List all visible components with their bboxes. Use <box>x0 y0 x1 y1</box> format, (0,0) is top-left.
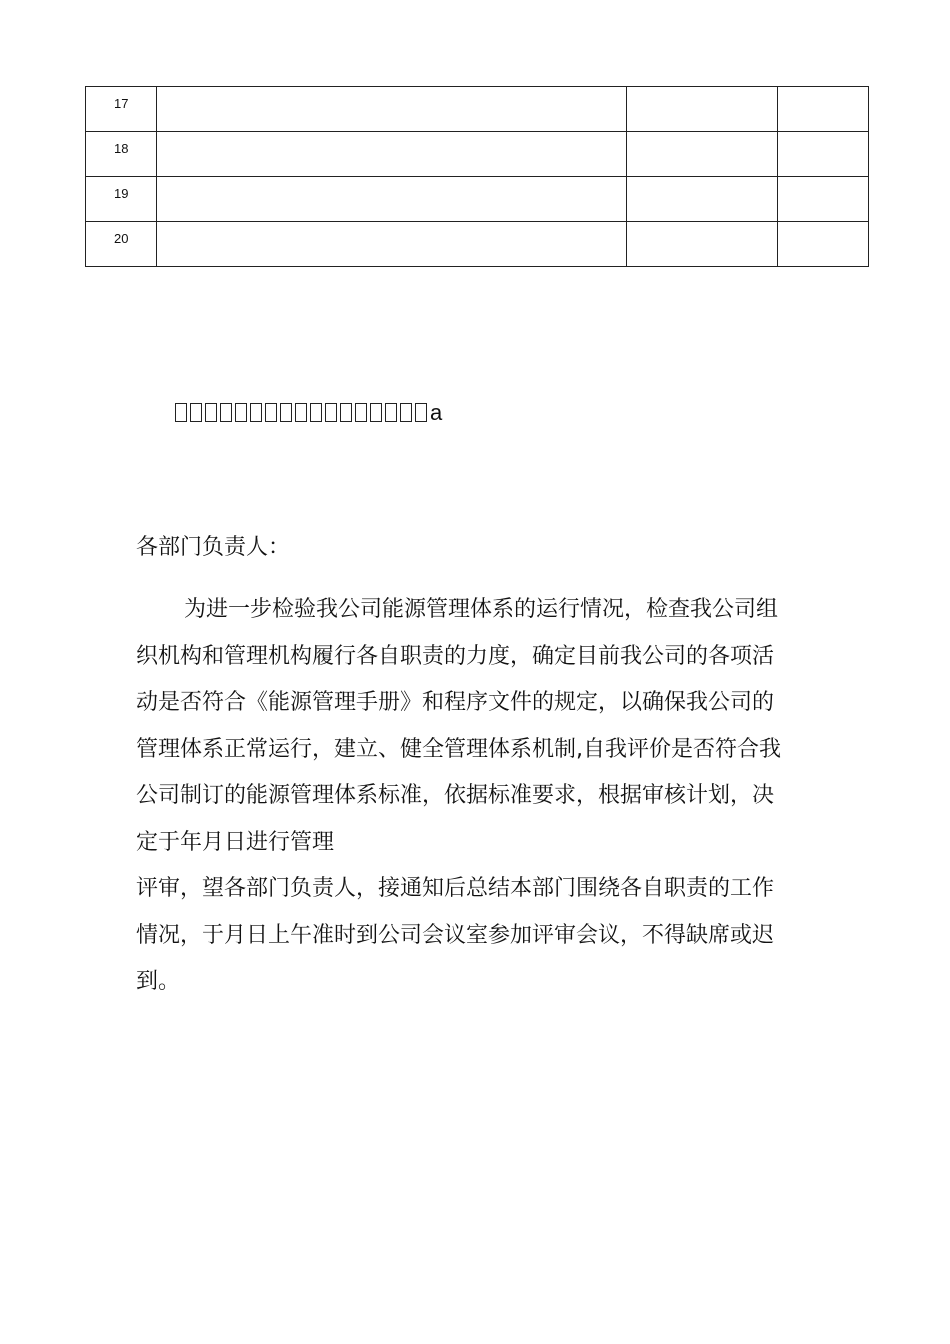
content-cell <box>157 222 627 267</box>
title-trailing-char: a <box>430 400 443 425</box>
missing-glyph-box <box>355 403 367 422</box>
row-number-cell: 18 <box>86 132 157 177</box>
missing-glyph-box <box>265 403 277 422</box>
missing-glyph-box <box>340 403 352 422</box>
form-table-container <box>85 86 868 267</box>
missing-glyph-box <box>250 403 262 422</box>
table-row <box>86 87 869 132</box>
missing-glyph-box <box>220 403 232 422</box>
notice-body-line: 定于年月日进行管理 <box>136 829 335 855</box>
missing-glyph-box <box>190 403 202 422</box>
missing-glyph-boxes <box>175 400 430 425</box>
notice-body-line: 评审，望各部门负责人，接通知后总结本部门围绕各自职责的工作 <box>136 876 775 901</box>
missing-glyph-box <box>310 403 322 422</box>
salutation: 各部门负责人： <box>136 535 291 560</box>
content-cell <box>157 87 627 132</box>
missing-glyph-box <box>325 403 337 422</box>
table-row <box>86 132 869 177</box>
garbled-title <box>175 398 442 428</box>
column-4-cell <box>778 222 869 267</box>
missing-glyph-box <box>415 403 427 422</box>
missing-glyph-box <box>235 403 247 422</box>
column-3-cell <box>627 87 778 132</box>
form-table <box>85 86 869 267</box>
missing-glyph-box <box>205 403 217 422</box>
notice-body <box>136 594 866 1013</box>
column-4-cell <box>778 87 869 132</box>
content-cell <box>157 132 627 177</box>
notice-body-line: 到。 <box>136 969 181 994</box>
row-number-cell: 17 <box>86 87 157 132</box>
column-3-cell <box>627 222 778 267</box>
content-cell <box>157 177 627 222</box>
column-3-cell <box>627 177 778 222</box>
notice-body-line: 为进一步检验我公司能源管理体系的运行情况，检查我公司组 <box>184 597 779 622</box>
missing-glyph-box <box>280 403 292 422</box>
missing-glyph-box <box>400 403 412 422</box>
row-number-cell: 19 <box>86 177 157 222</box>
table-row <box>86 222 869 267</box>
row-number-cell: 20 <box>86 222 157 267</box>
notice-body-line: 情况，于月日上午准时到公司会议室参加评审会议，不得缺席或迟 <box>136 922 775 948</box>
missing-glyph-box <box>295 403 307 422</box>
notice-body-line: 织机构和管理机构履行各自职责的力度，确定目前我公司的各项活 <box>136 643 775 669</box>
column-4-cell <box>778 177 869 222</box>
notice-body-line: 管理体系正常运行，建立、健全管理体系机制,自我评价是否符合我 <box>136 736 781 762</box>
table-row <box>86 177 869 222</box>
notice-body-line: 公司制订的能源管理体系标准，依据标准要求，根据审核计划，决 <box>136 783 775 808</box>
column-4-cell <box>778 132 869 177</box>
missing-glyph-box <box>385 403 397 422</box>
missing-glyph-box <box>175 403 187 422</box>
column-3-cell <box>627 132 778 177</box>
missing-glyph-box <box>370 403 382 422</box>
notice-body-line: 动是否符合《能源管理手册》和程序文件的规定，以确保我公司的 <box>136 690 775 715</box>
